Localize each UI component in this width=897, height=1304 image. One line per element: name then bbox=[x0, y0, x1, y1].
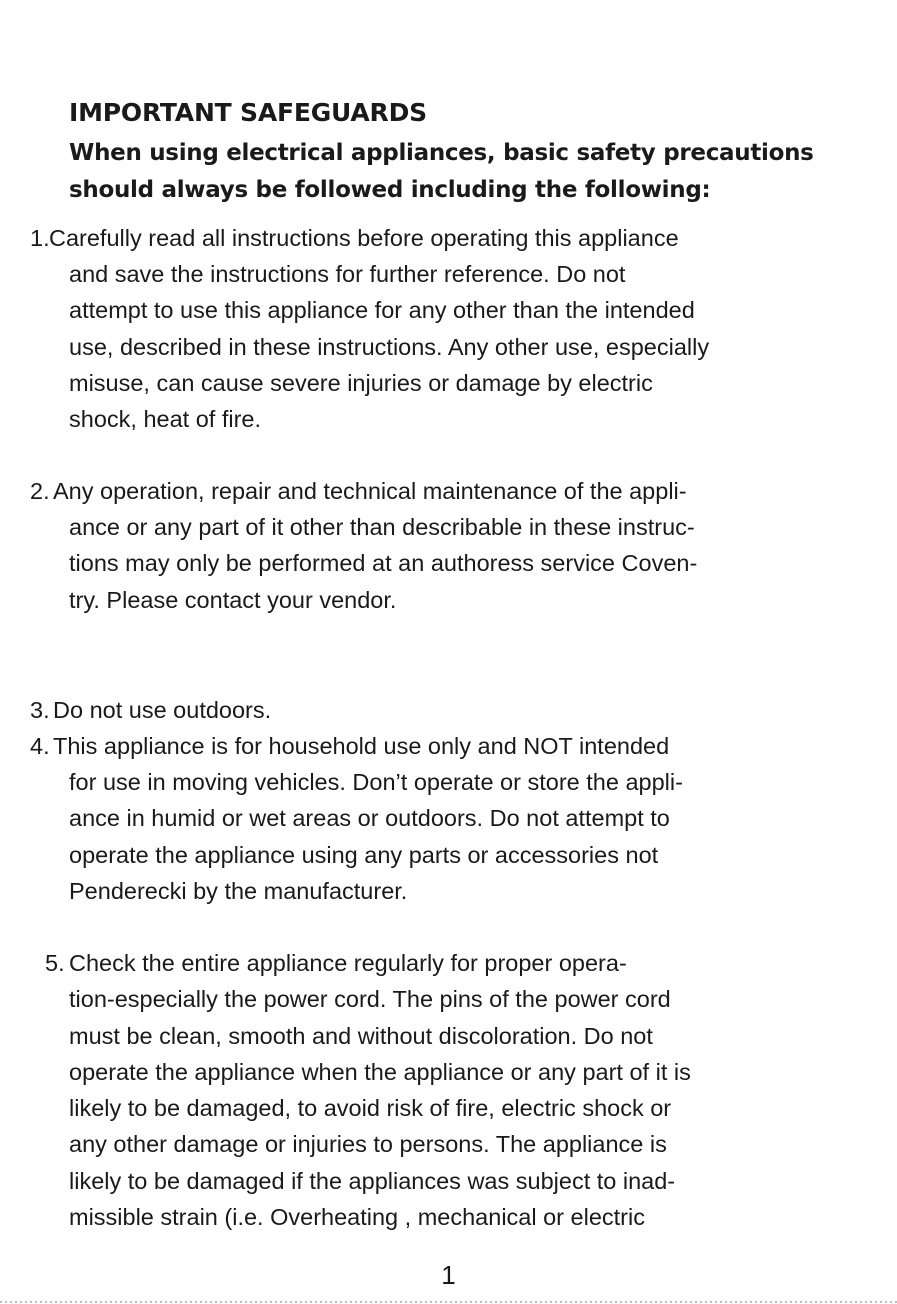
item-number: 3. bbox=[30, 697, 50, 723]
item-text-line: tion-especially the power cord. The pins of the power cord bbox=[69, 986, 671, 1012]
item-text-line: Penderecki by the manufacturer. bbox=[69, 878, 408, 904]
item-text-line: try. Please contact your vendor. bbox=[69, 587, 397, 613]
item-text-line: ance or any part of it other than describable in these instruc- bbox=[69, 514, 695, 540]
item-text-line: misuse, can cause severe injuries or damage by electric bbox=[69, 370, 653, 396]
item-text-line: operate the appliance using any parts or accessories not bbox=[69, 842, 659, 868]
item-text-line: This appliance is for household use only and NOT intended bbox=[53, 733, 670, 759]
item-text-line: missible strain (i.e. Overheating , mechanical or electric bbox=[69, 1204, 645, 1230]
item-number: 5. bbox=[45, 950, 65, 976]
item-text-line: likely to be damaged, to avoid risk of fire, electric shock or bbox=[69, 1095, 672, 1121]
item-text-line: Carefully read all instructions before operating this appliance bbox=[49, 225, 679, 251]
item-text-line: tions may only be performed at an authoress service Coven- bbox=[69, 550, 698, 576]
page-title: IMPORTANT SAFEGUARDS bbox=[69, 98, 427, 127]
item-text-line: likely to be damaged if the appliances was subject to inad- bbox=[69, 1168, 676, 1194]
item-text-line: operate the appliance when the appliance or any part of it is bbox=[69, 1059, 691, 1085]
intro-line-2: should always be followed including the following: bbox=[69, 177, 711, 203]
item-number: 2. bbox=[30, 478, 50, 504]
item-text-line: use, described in these instructions. Any other use, especially bbox=[69, 334, 710, 360]
item-text-line: any other damage or injuries to persons. The appliance is bbox=[69, 1131, 667, 1157]
item-text-line: Do not use outdoors. bbox=[53, 697, 272, 723]
item-text-line: ance in humid or wet areas or outdoors. Do not attempt to bbox=[69, 805, 670, 831]
item-number: 1. bbox=[30, 225, 50, 251]
intro-line-1: When using electrical appliances, basic safety precautions bbox=[69, 140, 814, 166]
page-number: 1 bbox=[441, 1260, 456, 1290]
item-number: 4. bbox=[30, 733, 50, 759]
item-text-line: for use in moving vehicles. Don’t operate or store the appli- bbox=[69, 769, 683, 795]
item-text-line: must be clean, smooth and without discoloration. Do not bbox=[69, 1023, 653, 1049]
page-bottom-edge bbox=[0, 1301, 897, 1303]
item-text-line: and save the instructions for further reference. Do not bbox=[69, 261, 626, 287]
item-text-line: Check the entire appliance regularly for proper opera- bbox=[69, 950, 627, 976]
item-text-line: attempt to use this appliance for any other than the intended bbox=[69, 297, 695, 323]
item-text-line: shock, heat of fire. bbox=[69, 406, 262, 432]
item-text-line: Any operation, repair and technical maintenance of the appli- bbox=[53, 478, 687, 504]
